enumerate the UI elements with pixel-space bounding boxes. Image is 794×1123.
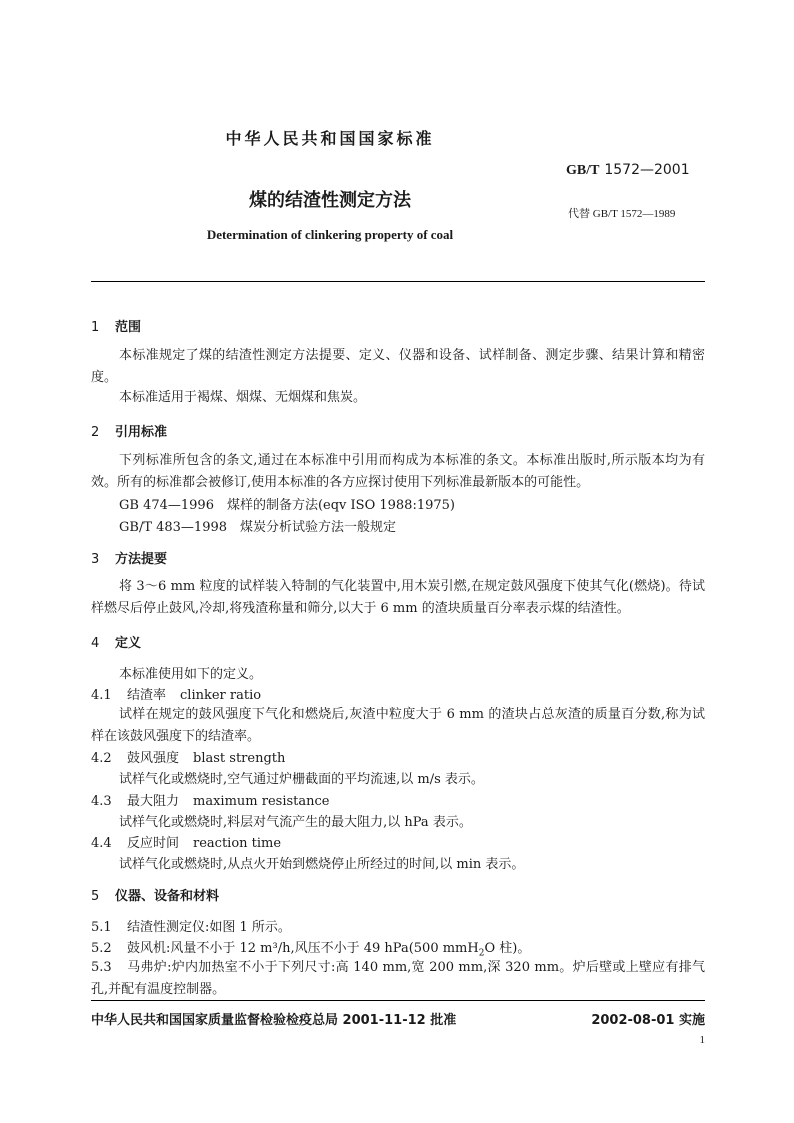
term-4-1-number: 4.1	[91, 688, 112, 703]
item-5-2-text-a: 鼓风机:风量不小于 12 m³/h,风压不小于 49 hPa(500 mmH	[127, 941, 479, 956]
term-4-4-definition: 试样气化或燃烧时,从点火开始到燃烧停止所经过的时间,以 min 表示。	[119, 857, 525, 872]
term-4-3-definition: 试样气化或燃烧时,料层对气流产生的最大阻力,以 hPa 表示。	[119, 815, 472, 830]
effective-date: 2002-08-01 实施	[591, 1013, 705, 1028]
section-2-title: 引用标准	[115, 425, 168, 440]
term-4-4-en: reaction time	[193, 836, 282, 851]
term-4-3	[91, 790, 329, 809]
section-4-intro: 本标准使用如下的定义。	[119, 667, 263, 682]
term-4-2	[91, 747, 285, 766]
section-2-heading	[91, 421, 167, 440]
reference-gb-474: GB 474—1996 煤样的制备方法(eqv ISO 1988:1975)	[119, 498, 455, 513]
section-2-number: 2	[91, 425, 100, 440]
term-4-2-number: 4.2	[91, 751, 112, 766]
standard-code-prefix: GB/T	[566, 163, 600, 178]
term-4-1-zh: 结渣率	[127, 688, 167, 703]
item-5-2-subscript: 2	[478, 948, 485, 959]
term-4-1-en: clinker ratio	[180, 688, 262, 703]
section-5-heading	[91, 885, 219, 904]
item-5-2-number: 5.2	[91, 941, 112, 956]
standard-code	[566, 162, 690, 179]
item-5-3-text: 马弗炉:炉内加热室不小于下列尺寸:高 140 mm,宽 200 mm,深 320 mm。炉后壁或上壁应有排气孔,并配有温度控制器。	[91, 960, 705, 997]
term-4-4-zh: 反应时间	[127, 836, 180, 851]
section-4-number: 4	[91, 636, 100, 651]
item-5-3-number: 5.3	[91, 960, 112, 975]
national-standard-heading: 中华人民共和国国家标准	[225, 129, 435, 148]
standard-code-number: 1572—2001	[604, 162, 690, 178]
section-1-paragraph-2: 本标准适用于褐煤、烟煤、无烟煤和焦炭。	[119, 390, 367, 405]
item-5-2	[91, 937, 530, 959]
term-4-3-number: 4.3	[91, 794, 112, 809]
item-5-1	[91, 916, 291, 935]
section-1-number: 1	[91, 320, 100, 335]
section-4-heading	[91, 632, 141, 651]
term-4-1-definition: 试样在规定的鼓风强度下气化和燃烧后,灰渣中粒度大于 6 mm 的渣块占总灰渣的质量百分数,称为试样在该鼓风强度下的结渣率。	[91, 707, 705, 744]
item-5-3	[91, 957, 705, 1001]
item-5-1-text: 结渣性测定仪:如图 1 所示。	[127, 920, 291, 935]
page-number: 1	[699, 1034, 705, 1046]
section-3-title: 方法提要	[115, 552, 168, 567]
reference-gb-t-483: GB/T 483—1998 煤炭分析试验方法一般规定	[119, 520, 397, 535]
section-1-paragraph-1: 本标准规定了煤的结渣性测定方法提要、定义、仪器和设备、试样制备、测定步骤、结果计算和精密度。	[91, 348, 705, 385]
term-4-4	[91, 832, 281, 851]
replaces-standard: 代替 GB/T 1572—1989	[568, 208, 676, 220]
term-4-1	[91, 684, 261, 703]
section-3-heading	[91, 548, 167, 567]
term-4-4-number: 4.4	[91, 836, 112, 851]
term-4-3-zh: 最大阻力	[127, 794, 180, 809]
approval-statement: 中华人民共和国国家质量监督检验检疫总局 2001-11-12 批准	[91, 1013, 457, 1028]
section-1-title: 范围	[115, 320, 142, 335]
term-4-2-en: blast strength	[193, 751, 286, 766]
section-4-title: 定义	[115, 636, 142, 651]
section-5-number: 5	[91, 889, 100, 904]
section-3-paragraph-1: 将 3～6 mm 粒度的试样装入特制的气化装置中,用木炭引燃,在规定鼓风强度下使其气化(燃烧)。待试样燃尽后停止鼓风,冷却,将残渣称量和筛分,以大于 6 mm 的渣块质量百分率表示煤的结渣性。	[91, 579, 705, 616]
term-4-2-zh: 鼓风强度	[127, 751, 180, 766]
term-4-3-en: maximum resistance	[193, 794, 330, 809]
term-4-2-definition: 试样气化或燃烧时,空气通过炉栅截面的平均流速,以 m/s 表示。	[119, 772, 484, 787]
section-3-number: 3	[91, 552, 100, 567]
footer-divider	[91, 1000, 705, 1001]
section-1-heading	[91, 316, 141, 335]
header-divider	[91, 281, 705, 282]
item-5-1-number: 5.1	[91, 920, 112, 935]
section-2-paragraph-1: 下列标准所包含的条文,通过在本标准中引用而构成为本标准的条文。本标准出版时,所示版本均为有效。所有的标准都会被修订,使用本标准的各方应探讨使用下列标准最新版本的可能性。	[91, 453, 705, 490]
item-5-2-text-b: O 柱)。	[484, 941, 531, 956]
section-5-title: 仪器、设备和材料	[115, 889, 220, 904]
document-title: 煤的结渣性测定方法	[249, 190, 411, 211]
english-title: Determination of clinkering property of coal	[206, 227, 454, 242]
